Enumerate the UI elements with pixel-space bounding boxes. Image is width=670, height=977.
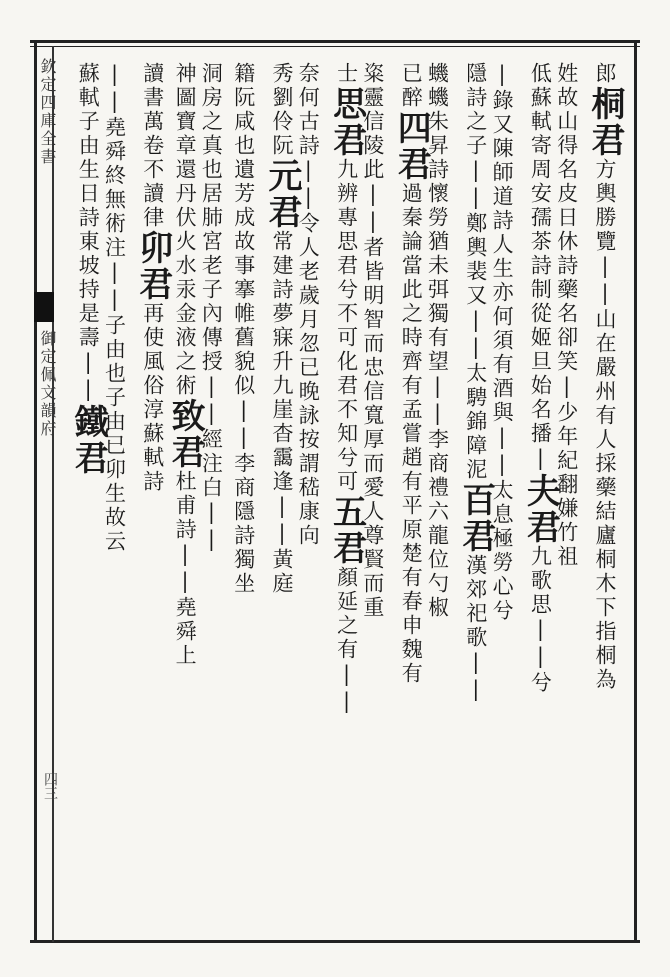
entry-text: 讀書萬卷不讀律: [140, 62, 165, 230]
entry-text: 九辨專思君兮不可化君不知兮可: [334, 158, 359, 494]
entry-heading: 鐵君: [68, 404, 109, 476]
frame-right-border: [634, 40, 637, 943]
entry-text: 注||子由也子由已卯生故云: [102, 236, 127, 554]
frame-bottom-border: [30, 940, 640, 943]
entry-text: 遺芳成故事搴帷舊貌似||李商隱詩獨坐: [231, 158, 256, 596]
entry-heading: 夫君: [520, 473, 561, 545]
entry-text: 郎: [593, 62, 617, 86]
entry-text: 神圖寶章還丹伏火水汞金液之術: [173, 62, 198, 398]
entry-heading: 桐君: [585, 86, 625, 158]
entry-text: 信陵此||者皆明智而忠信寬厚而愛人尊賢而重: [360, 110, 385, 620]
entry-text: 漢郊祀歌||: [463, 554, 488, 704]
frame-left-border: [34, 40, 37, 943]
entry-text: 九歌思||兮: [528, 545, 553, 695]
entry-text: 方輿勝覽||山在嚴州有人採藥結廬桐木下指桐為: [593, 158, 617, 692]
entry-heading: 四君: [391, 110, 432, 182]
entry-text: 太息極勞心兮: [490, 479, 515, 623]
entry-heading: 元君: [262, 158, 302, 230]
entry-text: 禮六龍位勺椒: [425, 476, 450, 620]
entry-text: 過秦論當此之時齊有孟嘗趙有平原楚有春申魏有: [399, 182, 424, 686]
text-column: [104, 62, 125, 554]
text-column: [68, 62, 109, 476]
entry-text: 蟣蟣朱昇詩懷勞猶未弭獨有望||李商: [425, 62, 450, 476]
frame-top-border: [30, 40, 640, 43]
text-column: [391, 62, 432, 686]
entry-text: 再使風俗淳蘇軾詩: [140, 302, 165, 494]
entry-text: 粢靈: [360, 62, 385, 110]
book-title: 欽定四庫全書: [38, 58, 57, 166]
entry-text: 顏延之有||: [334, 566, 359, 716]
entry-text: ||堯舜終無術: [102, 62, 127, 236]
entry-text: 奈何古詩||令人老歲月忽已晚: [296, 62, 321, 404]
entry-text: 隱詩之子||鄭輿裴又||太騁錦障泥: [463, 62, 488, 482]
entry-text: 已醉: [399, 62, 424, 110]
entry-text: 低蘇軾寄周安孺茶詩制從姬旦始名播|: [528, 62, 553, 473]
fish-tail-mark: [34, 292, 54, 322]
text-column: [520, 62, 561, 695]
entry-text: 詠按謂嵇康向: [296, 404, 321, 548]
gutter-divider: [52, 46, 54, 942]
text-column: [296, 62, 321, 548]
entry-text: 秀劉伶阮: [270, 62, 294, 158]
entry-heading: 五君: [326, 494, 367, 566]
frame-top-inner-border: [30, 46, 640, 47]
entry-text: 蘇軾子由生日詩東坡持是壽||: [76, 62, 101, 404]
entry-text: 籍阮咸也: [231, 62, 256, 158]
entry-text: 常建詩夢寐升九崖杳靄逢||黃庭: [270, 230, 294, 596]
text-column: [585, 62, 625, 692]
text-column: [165, 62, 206, 668]
entry-text: 士: [334, 62, 359, 86]
entry-heading: 致君: [165, 398, 206, 470]
entry-text: 姓故山得名皮日休詩藥名卻笑|少年紀翻嫌竹祖: [554, 62, 579, 569]
text-column: [199, 62, 224, 554]
entry-text: 經注白||: [199, 428, 224, 554]
entry-text: 杜甫詩||堯舜上: [173, 470, 198, 668]
text-column: [132, 62, 173, 494]
entry-text: |錄又陳師道詩人生亦何須有酒與||: [490, 62, 515, 479]
entry-heading: 思君: [326, 86, 367, 158]
text-column: [262, 62, 302, 596]
entry-heading: 卯君: [132, 230, 173, 302]
text-column: [455, 62, 496, 704]
text-column: [233, 62, 254, 596]
entry-text: 洞房之真也居肺宮老子內傳授||: [199, 62, 224, 428]
section-title: 御定佩文韻府: [38, 330, 57, 438]
entry-heading: 百君: [455, 482, 496, 554]
text-column: [326, 62, 367, 716]
page-number: 四三: [42, 772, 58, 800]
